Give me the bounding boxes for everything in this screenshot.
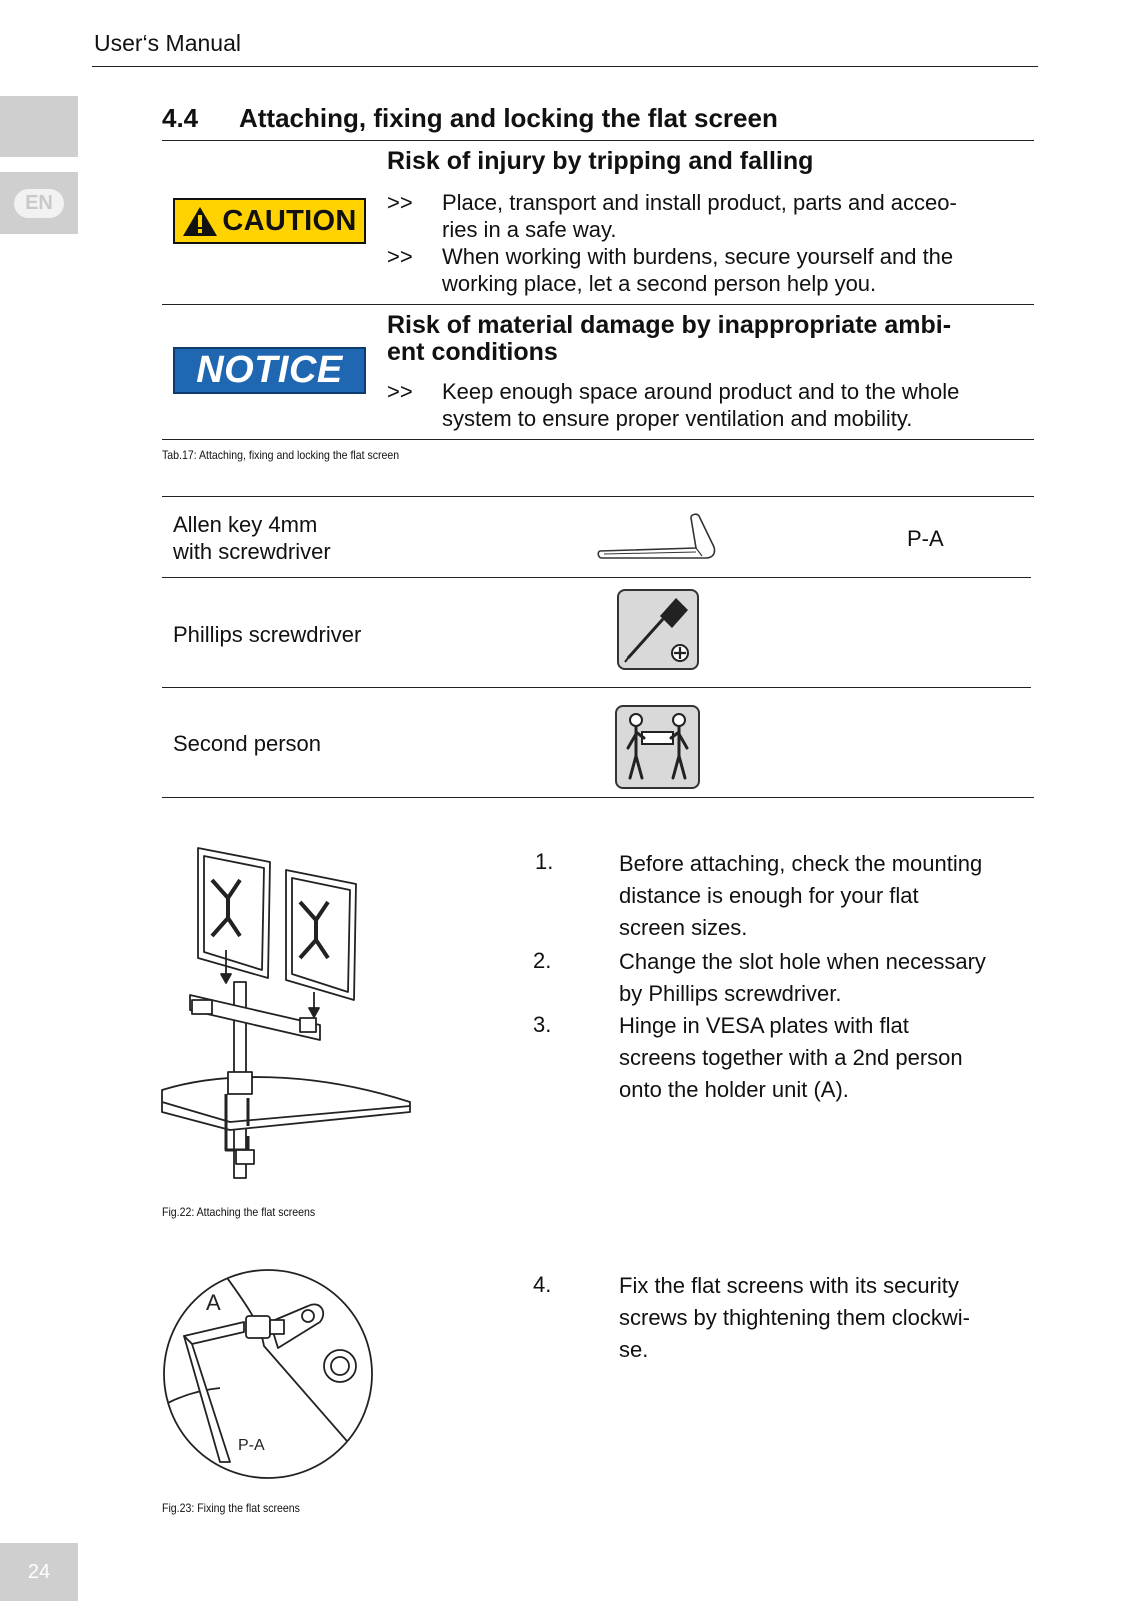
step-1-number: 1. (535, 849, 554, 874)
step-text-line: Fix the flat screens with its security (619, 1273, 959, 1298)
tool-name-line: Phillips screwdriver (173, 622, 362, 647)
step-2-text (619, 946, 986, 1010)
bullet-text-line: ries in a safe way. (442, 217, 617, 242)
tool-name-second-person (173, 730, 321, 757)
tool-name-phillips (173, 621, 361, 648)
bullet-text-line: system to ensure proper ventilation and mobility. (442, 406, 913, 431)
step-3-number: 3. (533, 1012, 552, 1037)
tool-name-line: Allen key 4mm (173, 512, 318, 537)
tool-name-line: Second person (173, 731, 321, 756)
tools-top-rule (162, 496, 1034, 497)
caution-bullet-1 (387, 189, 1037, 243)
notice-heading-line: ent conditions (387, 338, 558, 366)
manual-header-title: User‘s Manual (94, 30, 241, 56)
bullet-text-line: working place, let a second person help you. (442, 271, 877, 296)
step-text-line: distance is enough for your flat (619, 883, 919, 908)
page-number: 24 (0, 1543, 78, 1601)
step-text-line: Before attaching, check the mounting (619, 851, 983, 876)
caution-badge (173, 198, 366, 244)
section-title (162, 103, 778, 134)
bullet-text-line: Keep enough space around product and to the whole (442, 379, 960, 404)
header-divider (92, 66, 1038, 67)
step-3-text (619, 1010, 963, 1106)
bullet-text-line: When working with burdens, secure yourself and the (442, 244, 954, 269)
notice-heading (387, 312, 951, 366)
step-text-line: screws by thightening them clockwi- (619, 1305, 970, 1330)
tools-row-rule (162, 577, 1031, 578)
table-top-rule (162, 140, 1034, 141)
figure-23-label-pa: P-A (238, 1437, 265, 1454)
caution-heading: Risk of injury by tripping and falling (387, 147, 814, 175)
bullet-marker: >> (387, 190, 413, 215)
section-title-text: Attaching, fixing and locking the flat screen (239, 103, 778, 133)
tool-name-line: with screwdriver (173, 539, 331, 564)
figure-22-caption: Fig.22: Attaching the flat screens (162, 1205, 316, 1219)
tools-bottom-rule (162, 797, 1034, 798)
section-number: 4.4 (162, 103, 199, 133)
language-badge: EN (14, 189, 64, 218)
table-caption: Tab.17: Attaching, fixing and locking the flat screen (162, 448, 400, 462)
step-text-line: by Phillips screwdriver. (619, 981, 842, 1006)
step-4-number: 4. (533, 1272, 552, 1297)
tool-code-allen-key: P-A (907, 526, 944, 551)
step-text-line: screens together with a 2nd person (619, 1045, 963, 1070)
figure-23-label-a: A (206, 1290, 221, 1315)
tools-row-rule (162, 687, 1031, 688)
warning-triangle-icon (182, 206, 218, 237)
step-2-number: 2. (533, 948, 552, 973)
bullet-marker: >> (387, 379, 413, 404)
step-text-line: Hinge in VESA plates with flat (619, 1013, 909, 1038)
step-text-line: screen sizes. (619, 915, 748, 940)
side-tab-chapter (0, 96, 78, 157)
figure-23-caption: Fig.23: Fixing the flat screens (162, 1501, 300, 1515)
bullet-text-line: Place, transport and install product, parts and acceo- (442, 190, 957, 215)
two-persons-carrying-icon (614, 704, 701, 790)
tool-name-allen-key (173, 511, 331, 565)
step-text-line: onto the holder unit (A). (619, 1077, 849, 1102)
bullet-marker: >> (387, 244, 413, 269)
step-text-line: Change the slot hole when necessary (619, 949, 986, 974)
table-bottom-rule (162, 439, 1034, 440)
caution-bullet-2 (387, 243, 1037, 297)
caution-label: CAUTION (222, 204, 357, 237)
notice-badge: NOTICE (173, 347, 366, 394)
notice-heading-line: Risk of material damage by inappropriate ambi- (387, 311, 952, 339)
attaching-flat-screens-illustration (160, 840, 422, 1192)
step-1-text (619, 848, 982, 944)
table-row-rule (162, 304, 1034, 305)
step-text-line: se. (619, 1337, 649, 1362)
step-4-text (619, 1270, 970, 1366)
allen-key-icon (596, 512, 721, 562)
fixing-flat-screens-illustration (160, 1266, 376, 1482)
phillips-screwdriver-icon (616, 588, 700, 671)
notice-bullet-1 (387, 378, 1037, 432)
